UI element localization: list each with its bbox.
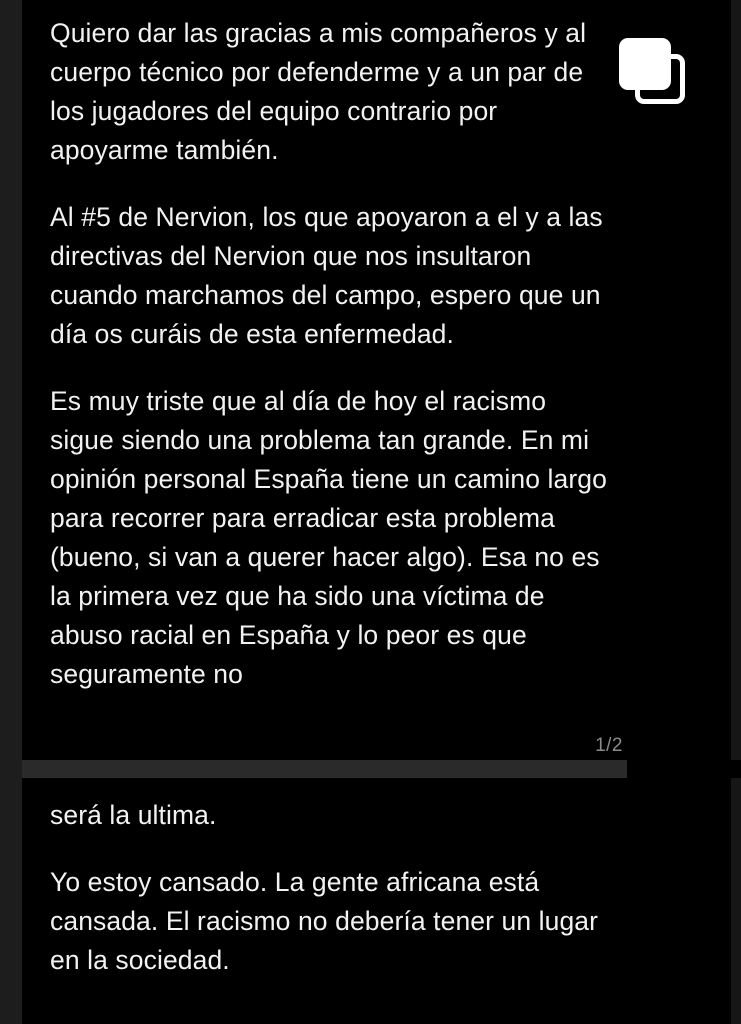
paragraph: Yo estoy cansado. La gente africana está cansada. El racismo no debería tener un lugar en la sociedad. — [50, 867, 599, 975]
paragraph: Al #5 de Nervion, los que apoyaron a el y a las directivas del Nervion que nos insultaron cuando marchamos del campo, espero que un día os curáis de esta enfermedad. — [50, 202, 603, 349]
left-edge-gutter — [0, 0, 22, 1024]
right-edge-gutter — [731, 0, 741, 1024]
paragraph: Quiero dar las gracias a mis compañeros y al cuerpo técnico por defenderme y a un par de los jugadores del equipo contrario por apoyarme también. — [50, 18, 587, 165]
page-counter: 1/2 — [595, 735, 623, 756]
copy-icon-front-square — [619, 38, 671, 90]
paragraph: será la ultima. — [50, 800, 217, 830]
statement-panel-two — [22, 778, 731, 1024]
paragraph: Es muy triste que al día de hoy el racismo sigue siendo una problema tan grande. En mi opinión personal España tiene un camino largo para recorrer para erradicar esta problema (bueno, si van a querer hacer algo). Esa no es la primera vez que ha sido una víctima de abuso racial en España y lo peor es que seguramente no — [50, 386, 607, 689]
copy-icon[interactable] — [619, 38, 685, 104]
panel-separator-tail — [627, 760, 741, 778]
panel-separator — [22, 760, 627, 778]
statement-panel-one — [22, 0, 731, 762]
